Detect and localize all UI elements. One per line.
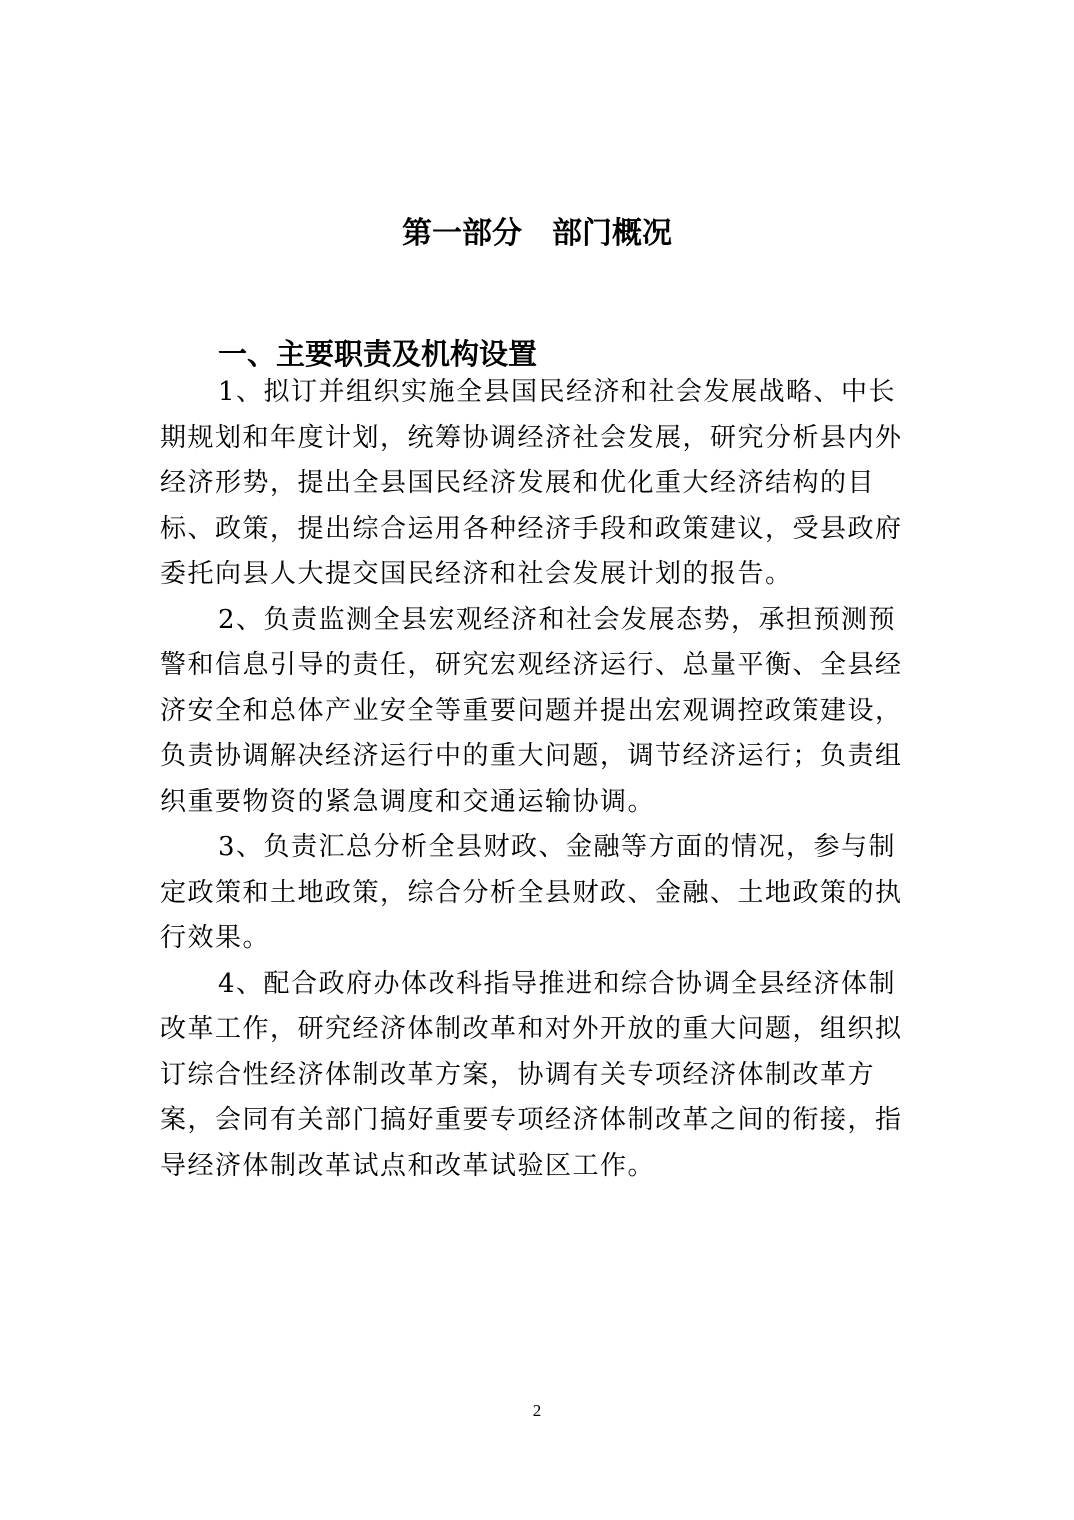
- paragraph-4: [160, 962, 940, 1190]
- paragraph-line: 2、负责监测全县宏观经济和社会发展态势，承担预测预: [218, 604, 897, 635]
- paragraph-line: 济安全和总体产业安全等重要问题并提出宏观调控政策建设，: [160, 695, 903, 726]
- paragraph-line: 改革工作，研究经济体制改革和对外开放的重大问题，组织拟: [160, 1014, 903, 1044]
- paragraph-line: 3、负责汇总分析全县财政、金融等方面的情况，参与制: [218, 832, 897, 862]
- paragraph-1: [160, 370, 940, 598]
- paragraph-line: 织重要物资的紧急调度和交通运输协调。: [160, 786, 656, 817]
- paragraph-line: 定政策和土地政策，综合分析全县财政、金融、土地政策的执: [160, 877, 903, 908]
- paragraph-2: [160, 598, 940, 826]
- section-heading: 一、主要职责及机构设置: [218, 337, 538, 371]
- paragraph-line: 警和信息引导的责任，研究宏观经济运行、总量平衡、全县经: [160, 650, 903, 680]
- paragraph-line: 委托向县人大提交国民经济和社会发展计划的报告。: [160, 559, 793, 589]
- page-number: 2: [532, 1401, 542, 1420]
- paragraph-line: 负责协调解决经济运行中的重大问题，调节经济运行；负责组: [160, 741, 903, 771]
- paragraph-line: 标、政策，提出综合运用各种经济手段和政策建议，受县政府: [160, 513, 903, 544]
- document-body: [160, 370, 940, 1189]
- paragraph-line: 1、拟订并组织实施全县国民经济和社会发展战略、中长: [218, 377, 897, 407]
- paragraph-line: 4、配合政府办体改科指导推进和综合协调全县经济体制: [218, 968, 897, 999]
- paragraph-3: [160, 825, 940, 962]
- page-title: 第一部分 部门概况: [402, 216, 672, 251]
- paragraph-line: 经济形势，提出全县国民经济发展和优化重大经济结构的目: [160, 468, 876, 498]
- paragraph-line: 案，会同有关部门搞好重要专项经济体制改革之间的衔接，指: [160, 1105, 903, 1135]
- paragraph-line: 订综合性经济体制改革方案，协调有关专项经济体制改革方: [160, 1059, 876, 1090]
- paragraph-line: 导经济体制改革试点和改革试验区工作。: [160, 1150, 656, 1181]
- paragraph-line: 行效果。: [160, 923, 271, 953]
- paragraph-line: 期规划和年度计划，统筹协调经济社会发展，研究分析县内外: [160, 422, 903, 453]
